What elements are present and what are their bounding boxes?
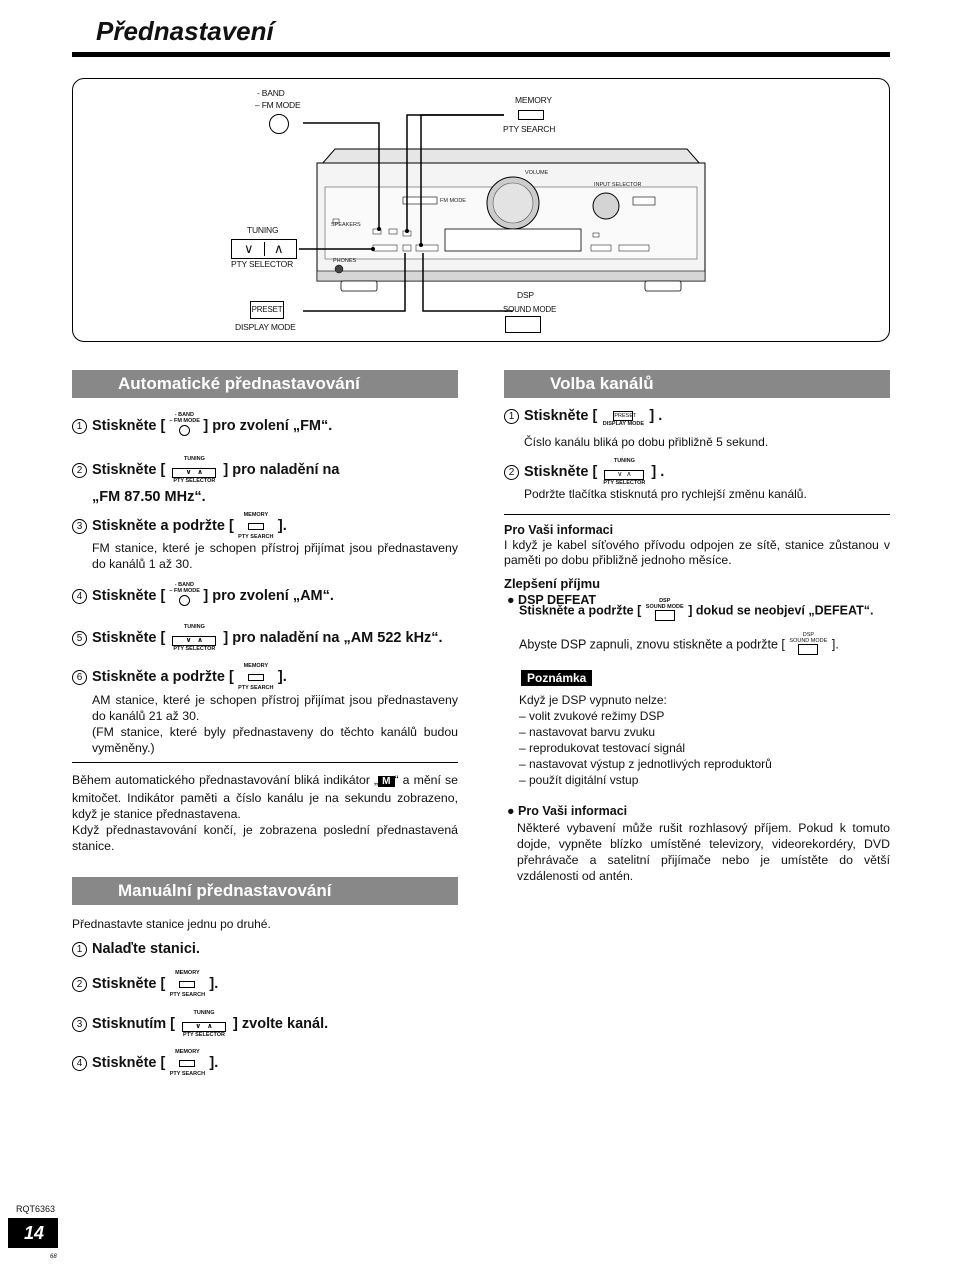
step-text: ] zvolte kanál.	[233, 1015, 329, 1032]
note-intro: Když je DSP vypnuto nelze:	[519, 693, 667, 707]
step-text: ] pro zvolení „FM“.	[203, 417, 333, 434]
note-tag: Poznámka	[521, 670, 592, 686]
icon-label: MEMORY	[175, 1049, 200, 1055]
auto-step-5	[72, 624, 443, 652]
auto-step-6-text	[92, 692, 458, 756]
page-title: Přednastavení	[96, 16, 274, 46]
auto-step-3	[72, 512, 287, 540]
manual-step-2	[72, 970, 218, 998]
step-text: Stiskněte [	[92, 629, 166, 646]
step-text: Stiskněte [	[92, 417, 166, 434]
step-text: ] dokud se neobjeví „DEFEAT“.	[688, 603, 874, 618]
dsp-icon	[645, 598, 685, 624]
dsp-on-step	[519, 632, 839, 658]
manual-intro: Přednastavte stanice jednu po druhé.	[72, 917, 271, 931]
step-number: 3	[72, 519, 87, 534]
title-rule	[72, 52, 890, 57]
list-item: – nastavovat barvu zvuku	[519, 725, 656, 739]
step-text: ].	[277, 668, 287, 685]
up-icon: ∧	[206, 1023, 213, 1030]
icon-label: PTY SEARCH	[238, 534, 274, 540]
icon-label: MEMORY	[243, 663, 269, 669]
auto-step-3-text: FM stanice, které je schopen přístroj přijímat jsou přednastaveny do kanálů 1 až 30.	[92, 541, 458, 571]
pty-search-label: PTY SEARCH	[503, 124, 556, 134]
pty-selector-label: PTY SELECTOR	[231, 259, 294, 269]
icon-label: PTY SELECTOR	[183, 1032, 225, 1038]
divider	[72, 762, 458, 763]
step-text: Stiskněte a podržte [	[92, 517, 234, 534]
icon-label: MEMORY	[175, 970, 200, 976]
auto-step-4	[72, 582, 334, 610]
channel-step-2	[504, 458, 664, 486]
fm-mode-label: FM MODE	[440, 198, 466, 204]
info2-text: Některé vybavení může rušit rozhlasový příjem. Pokud k tomuto dojde, vypněte blízko umístěné televizory, videorekordéry, DVD přehrávače a satelitní přijímače nebo je umístěte do větší vzdálenosti od antén.	[517, 821, 890, 883]
step-text: Stiskněte a podržte [	[519, 603, 642, 618]
info-text: Během automatického přednastavování bliká indikátor „	[72, 773, 379, 787]
auto-step-6	[72, 663, 287, 691]
memory-label: MEMORY	[515, 95, 552, 105]
step-number: 1	[72, 942, 87, 957]
step-text: ].	[831, 637, 839, 652]
tuning-icon	[601, 458, 647, 486]
footer-mark: 68	[50, 1254, 57, 1260]
step-number: 4	[72, 589, 87, 604]
step-text: ] pro zvolení „AM“.	[203, 587, 334, 604]
manual-step-3	[72, 1010, 328, 1038]
down-icon: ∨	[185, 637, 192, 644]
dsp-defeat-label: DSP DEFEAT	[518, 593, 597, 607]
step-number: 2	[72, 977, 87, 992]
step-number: 4	[72, 1056, 87, 1071]
band-button[interactable]	[269, 114, 289, 134]
memory-icon	[238, 663, 274, 691]
tuning-button-glyph	[182, 1022, 226, 1032]
tuning-button-glyph	[604, 470, 644, 480]
up-icon: ∧	[197, 637, 203, 644]
band-icon	[169, 582, 199, 610]
tuning-label: TUNING	[247, 225, 279, 235]
down-icon: ∨	[195, 1023, 202, 1030]
list-item: – volit zvukové režimy DSP	[519, 709, 665, 723]
manual-preset-heading: Manuální přednastavování	[72, 877, 458, 905]
preset-button[interactable]: PRESET	[250, 301, 284, 319]
icon-label: PTY SEARCH	[169, 1071, 206, 1077]
tuning-down-icon: ∨	[244, 241, 254, 256]
auto-step-2-line2: „FM 87.50 MHz“.	[92, 489, 206, 505]
manual-step-1	[72, 941, 200, 957]
step-text: ].	[209, 1054, 219, 1071]
icon-label: PTY SELECTOR	[173, 478, 216, 484]
icon-label: SOUND MODE	[789, 638, 828, 644]
icon-label: – FM MODE	[169, 588, 200, 594]
down-icon: ∨	[185, 469, 192, 476]
step-text: Stiskněte [	[524, 407, 598, 424]
paragraph: (FM stanice, které byly přednastaveny do těchto kanálů budou vyměněny.)	[92, 725, 458, 755]
band-button-glyph	[179, 425, 190, 436]
channel-step-1	[504, 405, 662, 427]
memory-button-glyph	[248, 523, 264, 530]
icon-label: DSP	[802, 632, 815, 638]
icon-label: PTY SELECTOR	[173, 646, 216, 652]
up-icon: ∧	[197, 469, 203, 476]
fm-mode-callout-label: – FM MODE	[255, 100, 301, 110]
bullet-icon: ●	[507, 593, 515, 607]
volume-label: VOLUME	[525, 170, 549, 176]
step-text: Abyste DSP zapnuli, znovu stiskněte a podržte [	[519, 637, 785, 652]
dsp-label: DSP	[517, 290, 534, 300]
step-text: ] .	[651, 463, 665, 480]
page-number: 14	[8, 1218, 58, 1248]
channel-step-2-text: Podržte tlačítka stisknutá pro rychlejší změnu kanálů.	[524, 487, 807, 501]
icon-label: MEMORY	[243, 512, 269, 518]
step-number: 1	[504, 409, 519, 424]
memory-icon	[169, 1049, 205, 1077]
preset-button-glyph: PRESET	[614, 413, 637, 419]
step-number: 1	[72, 419, 87, 434]
band-label: - BAND	[257, 88, 285, 98]
display-mode-label: DISPLAY MODE	[235, 322, 296, 332]
dsp-step	[519, 598, 873, 624]
tuning-icon	[169, 624, 219, 652]
list-item: – použít digitální vstup	[519, 773, 639, 787]
down-icon: ∨	[617, 471, 623, 478]
tuning-icon	[179, 1010, 229, 1038]
icon-label: PTY SELECTOR	[603, 480, 646, 486]
step-text: Stiskněte [	[92, 1054, 166, 1071]
step-text: Stiskněte [	[92, 975, 166, 992]
auto-info-text	[72, 772, 458, 854]
phones-label: PHONES	[333, 258, 357, 264]
memory-indicator: M	[378, 776, 394, 787]
icon-label: - BAND	[174, 412, 194, 418]
step-text: ] pro naladění na	[223, 461, 340, 478]
tuning-button-glyph	[172, 468, 216, 478]
step-text: Stisknutím [	[92, 1015, 175, 1032]
receiver-illustration	[73, 79, 891, 343]
reception-heading: Zlepšení příjmu	[504, 576, 601, 591]
icon-label: DSP	[659, 598, 671, 604]
icon-label: - BAND	[174, 582, 194, 588]
tuning-button[interactable]	[231, 239, 297, 259]
memory-icon	[169, 970, 205, 998]
step-text: ] .	[649, 407, 663, 424]
list-item: – nastavovat výstup z jednotlivých reproduktorů	[519, 757, 772, 771]
step-text: Nalaďte stanici.	[92, 941, 200, 957]
dsp-button-glyph	[798, 644, 818, 655]
memory-icon	[238, 512, 274, 540]
dsp-icon	[788, 632, 828, 658]
info-text-2: Když přednastavování končí, je zobrazena poslední přednastavená stanice.	[72, 823, 458, 853]
dsp-button[interactable]	[505, 316, 541, 333]
auto-step-1	[72, 412, 332, 440]
step-text: ].	[209, 975, 219, 992]
up-icon: ∧	[626, 471, 632, 478]
note-list	[519, 708, 772, 788]
speakers-label: SPEAKERS	[331, 222, 361, 228]
info-text: I když je kabel síťového přívodu odpojen ze sítě, stanice zůstanou v paměti po dobu přibližně jednoho měsíce.	[504, 538, 890, 567]
step-number: 3	[72, 1017, 87, 1032]
tuning-up-icon: ∧	[274, 241, 284, 256]
icon-label: – FM MODE	[169, 418, 200, 424]
memory-button-glyph	[248, 674, 264, 681]
dsp-button-glyph	[655, 610, 675, 621]
icon-label: PTY SEARCH	[169, 992, 206, 998]
icon-label: TUNING	[183, 624, 205, 630]
icon-label: TUNING	[193, 1010, 215, 1016]
receiver-diagram	[72, 78, 890, 342]
icon-label: TUNING	[183, 456, 205, 462]
doc-code: RQT6363	[16, 1204, 56, 1214]
step-number: 6	[72, 670, 87, 685]
preset-icon	[601, 405, 645, 427]
step-text: Stiskněte [	[524, 463, 598, 480]
icon-label: TUNING	[613, 458, 635, 464]
tuning-icon	[169, 456, 219, 484]
tuning-divider	[264, 242, 265, 256]
step-number: 5	[72, 631, 87, 646]
memory-button[interactable]	[518, 110, 544, 120]
info-heading: Pro Vaši informaci	[504, 523, 614, 537]
sound-mode-label: SOUND MODE	[503, 305, 557, 314]
channel-select-heading: Volba kanálů	[504, 370, 890, 398]
step-text: ].	[277, 517, 287, 534]
info-text: “ a mění se kmitočet. Indikátor paměti a číslo kanálu je na sekundu zobrazeno, když je stanice přednastavena.	[72, 773, 459, 821]
memory-button-glyph	[179, 1060, 195, 1067]
manual-step-4	[72, 1049, 218, 1077]
memory-button-glyph	[179, 981, 195, 988]
auto-step-2	[72, 456, 339, 484]
icon-label: DISPLAY MODE	[602, 421, 644, 427]
auto-preset-heading: Automatické přednastavování	[72, 370, 458, 398]
step-text: Stiskněte [	[92, 587, 166, 604]
info2-heading	[507, 804, 627, 818]
bullet-icon: ●	[507, 804, 515, 818]
step-text: Stiskněte a podržte [	[92, 668, 234, 685]
tuning-button-glyph	[172, 636, 216, 646]
list-item: – reprodukovat testovací signál	[519, 741, 686, 755]
band-icon	[169, 412, 199, 440]
input-selector-label: INPUT SELECTOR	[594, 182, 642, 188]
channel-step-1-text: Číslo kanálu bliká po dobu přibližně 5 sekund.	[524, 435, 769, 449]
paragraph: AM stanice, které je schopen přístroj přijímat jsou přednastaveny do kanálů 21 až 30.	[92, 693, 458, 723]
step-text: Stiskněte [	[92, 461, 166, 478]
info2-heading-label: Pro Vaši informaci	[518, 804, 628, 818]
band-button-glyph	[179, 595, 190, 606]
step-text: ] pro naladění na „AM 522 kHz“.	[223, 629, 443, 646]
divider	[504, 514, 890, 515]
step-number: 2	[504, 465, 519, 480]
icon-label: SOUND MODE	[645, 604, 684, 610]
icon-label: PTY SEARCH	[238, 685, 274, 691]
step-number: 2	[72, 463, 87, 478]
